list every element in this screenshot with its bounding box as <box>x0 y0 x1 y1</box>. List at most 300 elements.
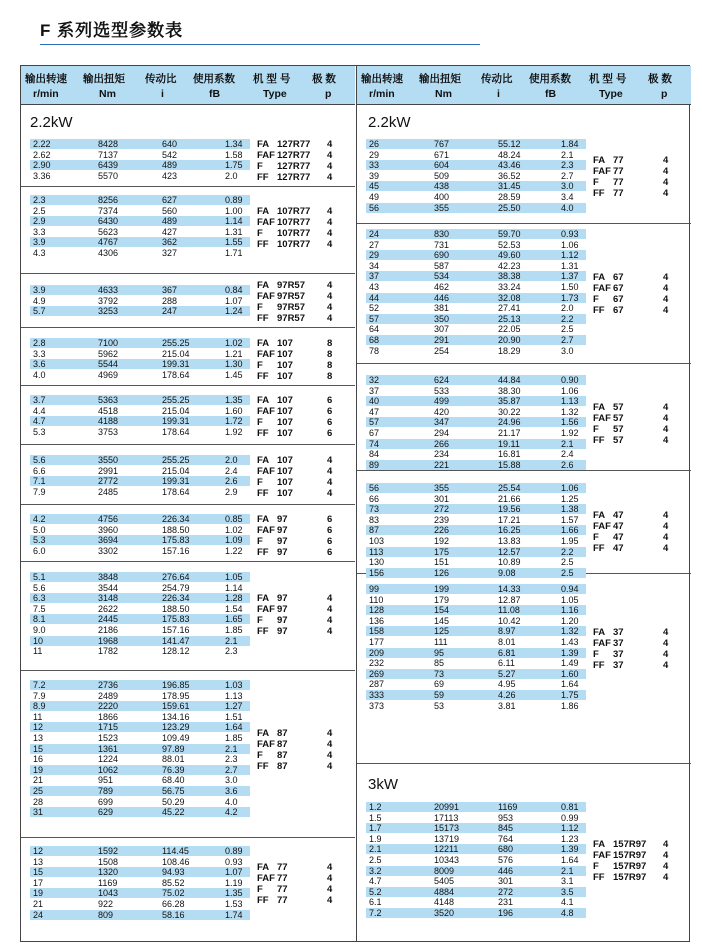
torque-cell: 3550 <box>98 455 119 465</box>
speed-cell: 47 <box>369 406 380 417</box>
table-row <box>369 171 589 181</box>
factor-cell: 1.84 <box>561 139 579 149</box>
factor-cell: 1.06 <box>561 385 579 396</box>
speed-cell: 29 <box>369 149 380 160</box>
speed-cell: 4.3 <box>33 248 46 258</box>
torque-cell: 4188 <box>98 416 119 427</box>
model-prefix: FAF <box>257 738 275 750</box>
speed-cell: 12 <box>33 846 44 856</box>
model-size: 67 <box>613 293 624 305</box>
ratio-cell: 178.95 <box>162 690 190 701</box>
model-prefix: F <box>593 293 599 305</box>
block-separator <box>21 186 355 187</box>
table-row <box>33 370 253 380</box>
header-torque: 输出扭矩 <box>83 73 125 85</box>
table-row <box>369 887 589 897</box>
speed-cell: 5.6 <box>33 582 46 593</box>
model-size: 107 <box>277 338 293 350</box>
model-size: 77 <box>277 862 288 874</box>
column-divider <box>356 66 357 941</box>
ratio-cell: 3.81 <box>498 700 516 711</box>
speed-cell: 13 <box>33 733 44 743</box>
table-row <box>369 407 589 417</box>
factor-cell: 1.75 <box>561 690 579 700</box>
factor-cell: 2.7 <box>561 335 574 345</box>
ratio-cell: 25.13 <box>498 313 521 324</box>
table-row <box>369 536 589 546</box>
factor-cell: 1.07 <box>225 867 243 878</box>
model-prefix: F <box>257 615 263 627</box>
model-prefix: FF <box>257 895 269 907</box>
ratio-cell: 10.42 <box>498 615 521 626</box>
factor-cell: 3.4 <box>561 192 574 202</box>
torque-cell: 266 <box>434 438 450 449</box>
ratio-cell: 141.47 <box>162 635 190 646</box>
factor-cell: 2.3 <box>561 160 574 171</box>
model-size: 107 <box>277 360 293 372</box>
table-row <box>369 439 589 449</box>
table-row <box>369 897 589 907</box>
model-poles: 4 <box>663 293 669 305</box>
table-row <box>369 876 589 886</box>
model-poles: 8 <box>327 371 333 383</box>
torque-cell: 2445 <box>98 614 119 625</box>
model-poles: 6 <box>327 536 333 548</box>
table-row <box>33 359 253 369</box>
header-poles: 极 数 <box>312 73 336 85</box>
model-size: 37 <box>613 648 624 660</box>
ratio-cell: 32.08 <box>498 292 521 303</box>
model-size: 157R97 <box>613 872 647 884</box>
speed-cell: 5.3 <box>33 426 46 437</box>
model-prefix: FF <box>257 760 269 772</box>
factor-cell: 3.0 <box>561 181 574 192</box>
model-prefix: FF <box>257 488 269 500</box>
model-poles: 4 <box>663 282 669 294</box>
torque-cell: 809 <box>98 909 114 920</box>
speed-cell: 3.7 <box>33 395 46 405</box>
factor-cell: 1.30 <box>225 359 243 370</box>
table-row <box>369 192 589 202</box>
model-size: 47 <box>613 531 624 543</box>
model-size: 87 <box>277 727 288 739</box>
table-row <box>369 160 589 170</box>
page-title: F 系列选型参数表 <box>40 21 184 40</box>
model-prefix: FA <box>257 593 270 605</box>
model-size: 107 <box>277 488 293 500</box>
table-row <box>33 744 253 754</box>
model-prefix: F <box>593 861 599 873</box>
torque-cell: 4884 <box>434 886 455 897</box>
unit-type: Type <box>263 88 287 100</box>
ratio-cell: 75.02 <box>162 888 185 899</box>
model-poles: 4 <box>663 520 669 532</box>
block-separator <box>357 763 691 764</box>
speed-cell: 87 <box>369 525 380 536</box>
model-poles: 6 <box>327 417 333 429</box>
factor-cell: 2.5 <box>561 567 574 578</box>
table-row <box>369 139 589 149</box>
speed-cell: 9.0 <box>33 625 46 635</box>
header-speed: 输出转速 <box>361 73 403 85</box>
speed-cell: 2.9 <box>33 216 46 227</box>
ratio-cell: 226.34 <box>162 514 190 524</box>
model-poles: 8 <box>327 338 333 350</box>
model-size: 77 <box>277 884 288 896</box>
factor-cell: 1.53 <box>225 899 243 909</box>
factor-cell: 2.6 <box>561 459 574 470</box>
speed-cell: 84 <box>369 449 380 460</box>
table-row <box>369 504 589 514</box>
factor-cell: 1.86 <box>561 700 579 711</box>
ratio-cell: 66.28 <box>162 899 185 909</box>
speed-cell: 56 <box>369 202 380 213</box>
unit-ratio: i <box>161 88 164 100</box>
speed-cell: 232 <box>369 658 385 669</box>
factor-cell: 1.54 <box>225 603 243 614</box>
torque-cell: 8009 <box>434 865 455 876</box>
table-row <box>369 637 589 647</box>
ratio-cell: 1169 <box>498 802 518 812</box>
factor-cell: 1.56 <box>561 417 579 428</box>
torque-cell: 272 <box>434 504 450 515</box>
model-prefix: F <box>593 177 599 189</box>
speed-cell: 2.8 <box>33 338 46 348</box>
torque-cell: 73 <box>434 668 445 679</box>
speed-cell: 5.2 <box>369 886 382 897</box>
table-row <box>33 604 253 614</box>
table-row <box>33 878 253 888</box>
torque-cell: 151 <box>434 557 450 568</box>
table-row <box>33 583 253 593</box>
unit-torque: Nm <box>99 88 116 100</box>
factor-cell: 1.27 <box>225 701 243 712</box>
power-label-left: 2.2kW <box>30 114 73 131</box>
model-size: 107R77 <box>277 238 311 250</box>
ratio-cell: 28.59 <box>498 192 521 202</box>
ratio-cell: 8.01 <box>498 637 516 647</box>
torque-cell: 192 <box>434 536 450 546</box>
model-poles: 4 <box>327 477 333 489</box>
table-row <box>33 786 253 796</box>
model-size: 77 <box>613 188 624 200</box>
ratio-cell: 85.52 <box>162 877 185 888</box>
torque-cell: 4767 <box>98 237 119 248</box>
model-poles: 4 <box>663 434 669 446</box>
torque-cell: 239 <box>434 514 450 525</box>
torque-cell: 6439 <box>98 160 119 171</box>
table-row <box>369 557 589 567</box>
speed-cell: 15 <box>33 867 44 878</box>
header-type: 机 型 号 <box>589 73 627 85</box>
model-size: 57 <box>613 401 624 413</box>
block-separator <box>21 444 355 445</box>
unit-torque: Nm <box>435 88 452 100</box>
table-row <box>369 282 589 292</box>
ratio-cell: 58.16 <box>162 909 185 920</box>
ratio-cell: 576 <box>498 855 514 865</box>
ratio-cell: 19.11 <box>498 438 520 449</box>
torque-cell: 5405 <box>434 876 455 887</box>
speed-cell: 6.0 <box>33 545 46 556</box>
torque-cell: 17113 <box>434 812 459 823</box>
factor-cell: 1.60 <box>561 668 579 679</box>
torque-cell: 291 <box>434 335 450 345</box>
model-size: 107 <box>277 477 293 489</box>
speed-cell: 21 <box>33 775 44 786</box>
table-row <box>33 614 253 624</box>
model-size: 107 <box>277 455 293 467</box>
ratio-cell: 199.31 <box>162 359 190 370</box>
speed-cell: 32 <box>369 375 380 385</box>
table-row <box>33 691 253 701</box>
model-prefix: FAF <box>257 349 275 361</box>
torque-cell: 1062 <box>98 764 119 775</box>
torque-cell: 2991 <box>98 465 119 476</box>
speed-cell: 5.1 <box>33 572 46 582</box>
factor-cell: 1.73 <box>561 292 579 303</box>
block-separator <box>21 561 355 562</box>
speed-cell: 57 <box>369 417 380 428</box>
model-size: 97R57 <box>277 279 305 291</box>
ratio-cell: 108.46 <box>162 856 190 867</box>
ratio-cell: 114.45 <box>162 846 189 856</box>
model-poles: 4 <box>327 488 333 500</box>
model-prefix: FA <box>257 395 270 407</box>
model-prefix: FA <box>593 839 606 851</box>
model-prefix: FF <box>593 188 605 200</box>
factor-cell: 1.85 <box>225 733 243 743</box>
model-prefix: FA <box>257 338 270 350</box>
ratio-cell: 196.85 <box>162 680 190 690</box>
torque-cell: 4148 <box>434 897 455 908</box>
model-size: 87 <box>277 760 288 772</box>
ratio-cell: 627 <box>162 195 178 205</box>
torque-cell: 4306 <box>98 248 119 258</box>
model-prefix: FAF <box>257 604 275 616</box>
model-size: 37 <box>613 626 624 638</box>
model-poles: 4 <box>663 531 669 543</box>
torque-cell: 59 <box>434 690 445 700</box>
ratio-cell: 21.66 <box>498 493 521 504</box>
ratio-cell: 423 <box>162 170 178 181</box>
table-row <box>369 648 589 658</box>
selection-table <box>20 65 690 942</box>
left-header <box>21 66 355 104</box>
ratio-cell: 43.46 <box>498 160 521 171</box>
ratio-cell: 157.16 <box>162 625 190 635</box>
torque-cell: 347 <box>434 417 450 428</box>
torque-cell: 3694 <box>98 535 119 546</box>
ratio-cell: 25.54 <box>498 483 521 493</box>
ratio-cell: 97.89 <box>162 743 185 754</box>
model-prefix: FAF <box>257 873 275 885</box>
model-prefix: F <box>593 648 599 660</box>
torque-cell: 3960 <box>98 524 119 535</box>
model-size: 87 <box>277 749 288 761</box>
speed-cell: 128 <box>369 605 385 616</box>
torque-cell: 3753 <box>98 426 119 437</box>
table-row <box>33 395 253 405</box>
model-poles: 4 <box>663 166 669 178</box>
table-row <box>369 181 589 191</box>
torque-cell: 7374 <box>98 205 119 216</box>
header-separator <box>357 104 691 105</box>
model-poles: 4 <box>327 604 333 616</box>
ratio-cell: 254.79 <box>162 582 190 593</box>
table-row <box>33 546 253 556</box>
block-separator <box>357 223 691 224</box>
ratio-cell: 199.31 <box>162 416 190 427</box>
factor-cell: 0.93 <box>225 856 243 867</box>
torque-cell: 1866 <box>98 711 119 722</box>
table-row <box>369 701 589 711</box>
speed-cell: 113 <box>369 546 384 557</box>
factor-cell: 1.19 <box>225 877 243 888</box>
torque-cell: 604 <box>434 160 450 171</box>
model-poles: 4 <box>663 648 669 660</box>
model-prefix: F <box>257 749 263 761</box>
factor-cell: 1.71 <box>225 248 243 258</box>
ratio-cell: 255.25 <box>162 395 190 405</box>
speed-cell: 3.9 <box>33 285 46 295</box>
speed-cell: 4.0 <box>33 369 46 380</box>
ratio-cell: 175.83 <box>162 614 190 625</box>
factor-cell: 1.92 <box>225 426 243 437</box>
factor-cell: 1.02 <box>225 338 243 348</box>
model-size: 107 <box>277 395 293 407</box>
table-row <box>369 375 589 385</box>
ratio-cell: 30.22 <box>498 406 521 417</box>
model-size: 97 <box>277 593 288 605</box>
speed-cell: 130 <box>369 557 385 568</box>
speed-cell: 12 <box>33 722 44 733</box>
torque-cell: 699 <box>98 796 114 807</box>
model-prefix: FAF <box>593 412 611 424</box>
model-prefix: FA <box>257 514 270 526</box>
model-poles: 4 <box>327 884 333 896</box>
model-size: 87 <box>277 738 288 750</box>
unit-service-factor: fB <box>209 88 221 100</box>
torque-cell: 179 <box>434 594 450 605</box>
model-size: 97 <box>277 626 288 638</box>
table-row <box>33 680 253 690</box>
speed-cell: 11 <box>33 711 43 722</box>
unit-type: Type <box>599 88 623 100</box>
ratio-cell: 24.96 <box>498 417 521 428</box>
header-service-factor: 使用系数 <box>529 73 571 85</box>
model-size: 127R77 <box>277 139 311 151</box>
ratio-cell: 560 <box>162 205 178 216</box>
factor-cell: 1.25 <box>561 493 579 504</box>
speed-cell: 4.2 <box>33 514 46 524</box>
model-poles: 4 <box>327 279 333 291</box>
torque-cell: 175 <box>434 546 450 557</box>
table-row <box>369 386 589 396</box>
ratio-cell: 16.81 <box>498 449 521 460</box>
torque-cell: 533 <box>434 385 450 396</box>
speed-cell: 7.2 <box>369 908 382 918</box>
speed-cell: 5.7 <box>33 306 46 317</box>
model-poles: 4 <box>327 873 333 885</box>
table-row <box>369 515 589 525</box>
torque-cell: 690 <box>434 250 450 261</box>
ratio-cell: 427 <box>162 226 178 237</box>
factor-cell: 1.28 <box>225 593 243 604</box>
model-prefix: FAF <box>257 150 275 162</box>
speed-cell: 7.2 <box>33 680 46 690</box>
block-separator <box>21 327 355 328</box>
model-poles: 4 <box>327 238 333 250</box>
factor-cell: 1.45 <box>225 369 243 380</box>
torque-cell: 221 <box>434 459 450 470</box>
factor-cell: 2.9 <box>225 486 238 497</box>
block-separator <box>357 470 691 471</box>
table-row <box>369 460 589 470</box>
model-prefix: FA <box>257 862 270 874</box>
torque-cell: 624 <box>434 375 450 385</box>
factor-cell: 2.0 <box>225 455 238 465</box>
factor-cell: 1.12 <box>561 250 579 261</box>
model-prefix: FF <box>257 172 269 184</box>
factor-cell: 1.75 <box>225 160 243 171</box>
torque-cell: 20991 <box>434 802 460 812</box>
table-row <box>33 455 253 465</box>
speed-cell: 333 <box>369 690 385 700</box>
speed-cell: 56 <box>369 483 380 493</box>
factor-cell: 2.0 <box>561 303 574 314</box>
factor-cell: 2.1 <box>561 438 574 449</box>
model-poles: 4 <box>327 727 333 739</box>
speed-cell: 28 <box>33 796 44 807</box>
ratio-cell: 17.21 <box>498 514 521 525</box>
speed-cell: 5.0 <box>33 524 46 535</box>
ratio-cell: 542 <box>162 149 178 160</box>
ratio-cell: 489 <box>162 216 178 227</box>
ratio-cell: 27.41 <box>498 303 521 314</box>
speed-cell: 89 <box>369 459 380 470</box>
speed-cell: 177 <box>369 637 385 647</box>
model-prefix: F <box>257 417 263 429</box>
model-size: 157R97 <box>613 839 647 851</box>
factor-cell: 1.51 <box>225 711 243 722</box>
model-size: 67 <box>613 271 624 283</box>
model-prefix: F <box>257 884 263 896</box>
speed-cell: 52 <box>369 303 380 314</box>
speed-cell: 27 <box>369 239 380 250</box>
table-row <box>33 867 253 877</box>
ratio-cell: 13.83 <box>498 536 521 546</box>
torque-cell: 446 <box>434 292 450 303</box>
model-poles: 6 <box>327 395 333 407</box>
factor-cell: 1.13 <box>561 396 579 407</box>
table-row <box>33 572 253 582</box>
model-prefix: FAF <box>257 406 275 418</box>
ratio-cell: 764 <box>498 833 514 844</box>
model-poles: 6 <box>327 525 333 537</box>
model-prefix: FA <box>257 455 270 467</box>
model-size: 97R57 <box>277 312 305 324</box>
model-poles: 4 <box>327 205 333 217</box>
table-row <box>33 646 253 656</box>
model-size: 77 <box>277 895 288 907</box>
model-prefix: FF <box>257 626 269 638</box>
factor-cell: 1.35 <box>225 888 243 899</box>
model-size: 57 <box>613 412 624 424</box>
torque-cell: 671 <box>434 149 450 160</box>
speed-cell: 110 <box>369 594 384 605</box>
torque-cell: 226 <box>434 525 450 536</box>
